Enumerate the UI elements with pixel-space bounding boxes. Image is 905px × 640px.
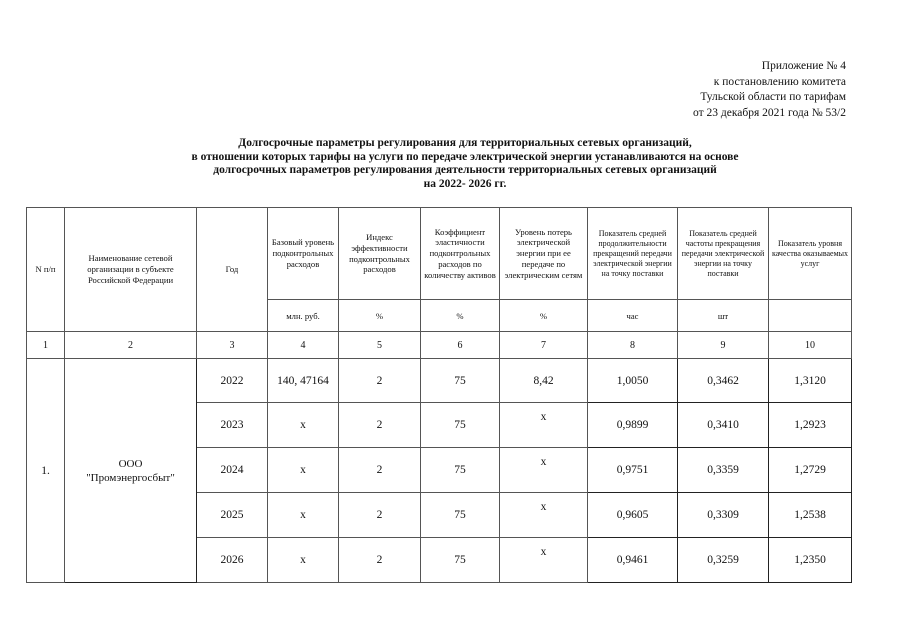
year-cell: 2023 xyxy=(197,403,268,448)
duration-cell: 0,9751 xyxy=(588,448,678,493)
elasticity-coef-cell: 75 xyxy=(421,359,500,403)
appendix-line: от 23 декабря 2021 года № 53/2 xyxy=(693,106,846,119)
appendix-line: Тульской области по тарифам xyxy=(700,91,846,103)
column-number: 5 xyxy=(339,332,421,359)
efficiency-index-cell: 2 xyxy=(339,448,421,493)
header-row xyxy=(27,208,852,300)
title-line: в отношении которых тарифы на услуги по передаче электрической энергии устанавливаются на основе xyxy=(191,150,739,163)
quality-cell: 1,3120 xyxy=(769,359,852,403)
header-cell: Показатель средней частоты прекращения передачи электрической энергии на точку поставки xyxy=(678,208,769,300)
unit-cell: шт xyxy=(678,300,769,332)
header-cell: Уровень потерь электрической энергии при ее передаче по электрическим сетям xyxy=(500,208,588,300)
duration-cell: 1,0050 xyxy=(588,359,678,403)
document-title xyxy=(120,137,810,191)
base-expenses-cell: х xyxy=(268,448,339,493)
header-cell: N п/п xyxy=(27,208,65,332)
column-number-row xyxy=(27,332,852,359)
duration-cell: 0,9899 xyxy=(588,403,678,448)
unit-cell: млн. руб. xyxy=(268,300,339,332)
base-expenses-cell: х xyxy=(268,403,339,448)
quality-cell: 1,2538 xyxy=(769,493,852,538)
duration-cell: 0,9461 xyxy=(588,538,678,583)
header-cell: Наименование сетевой организации в субъекте Российской Федерации xyxy=(65,208,197,332)
column-number: 9 xyxy=(678,332,769,359)
title-line: долгосрочных параметров регулирования деятельности территориальных сетевых организаций xyxy=(213,164,717,177)
efficiency-index-cell: 2 xyxy=(339,403,421,448)
frequency-cell: 0,3259 xyxy=(678,538,769,583)
elasticity-coef-cell: 75 xyxy=(421,448,500,493)
org-name-line: "Промэнергосбыт" xyxy=(86,471,175,484)
loss-level-cell: х xyxy=(500,403,588,448)
appendix-block xyxy=(693,59,846,121)
loss-level-cell: х xyxy=(500,493,588,538)
header-cell: Показатель средней продолжительности прекращений передачи электрической энергии на точку поставки xyxy=(588,208,678,300)
duration-cell: 0,9605 xyxy=(588,493,678,538)
appendix-line: к постановлению комитета xyxy=(713,75,846,88)
column-number: 10 xyxy=(769,332,852,359)
column-number: 3 xyxy=(197,332,268,359)
quality-cell: 1,2923 xyxy=(769,403,852,448)
organization-name xyxy=(65,359,197,583)
header-cell: Коэффициент эластичности подконтрольных расходов по количеству активов xyxy=(421,208,500,300)
loss-level-cell: х xyxy=(500,538,588,583)
column-number: 2 xyxy=(65,332,197,359)
header-cell: Показатель уровня качества оказываемых услуг xyxy=(769,208,852,300)
year-cell: 2026 xyxy=(197,538,268,583)
loss-level-cell: 8,42 xyxy=(500,359,588,403)
elasticity-coef-cell: 75 xyxy=(421,403,500,448)
frequency-cell: 0,3410 xyxy=(678,403,769,448)
column-number: 7 xyxy=(500,332,588,359)
header-cell: Базовый уровень подконтрольных расходов xyxy=(268,208,339,300)
elasticity-coef-cell: 75 xyxy=(421,493,500,538)
quality-cell: 1,2729 xyxy=(769,448,852,493)
column-number: 1 xyxy=(27,332,65,359)
row-number: 1. xyxy=(27,359,65,583)
year-cell: 2025 xyxy=(197,493,268,538)
efficiency-index-cell: 2 xyxy=(339,493,421,538)
base-expenses-cell: 140, 47164 xyxy=(268,359,339,403)
year-cell: 2024 xyxy=(197,448,268,493)
column-number: 4 xyxy=(268,332,339,359)
elasticity-coef-cell: 75 xyxy=(421,538,500,583)
header-cell: Год xyxy=(197,208,268,332)
appendix-line: Приложение № 4 xyxy=(761,60,846,72)
header-cell: Индекс эффективности подконтрольных расходов xyxy=(339,208,421,300)
unit-cell: % xyxy=(339,300,421,332)
frequency-cell: 0,3309 xyxy=(678,493,769,538)
efficiency-index-cell: 2 xyxy=(339,359,421,403)
title-line: на 2022- 2026 гг. xyxy=(423,177,507,190)
parameters-table xyxy=(26,207,852,583)
efficiency-index-cell: 2 xyxy=(339,538,421,583)
org-name-line: ООО xyxy=(118,457,143,470)
frequency-cell: 0,3462 xyxy=(678,359,769,403)
quality-cell: 1,2350 xyxy=(769,538,852,583)
unit-cell xyxy=(769,300,852,332)
loss-level-cell: х xyxy=(500,448,588,493)
year-cell: 2022 xyxy=(197,359,268,403)
unit-cell: % xyxy=(421,300,500,332)
base-expenses-cell: х xyxy=(268,538,339,583)
base-expenses-cell: х xyxy=(268,493,339,538)
frequency-cell: 0,3359 xyxy=(678,448,769,493)
column-number: 8 xyxy=(588,332,678,359)
unit-cell: % xyxy=(500,300,588,332)
table-row xyxy=(27,359,852,403)
unit-cell: час xyxy=(588,300,678,332)
column-number: 6 xyxy=(421,332,500,359)
title-line: Долгосрочные параметры регулирования для территориальных сетевых организаций, xyxy=(238,137,692,149)
